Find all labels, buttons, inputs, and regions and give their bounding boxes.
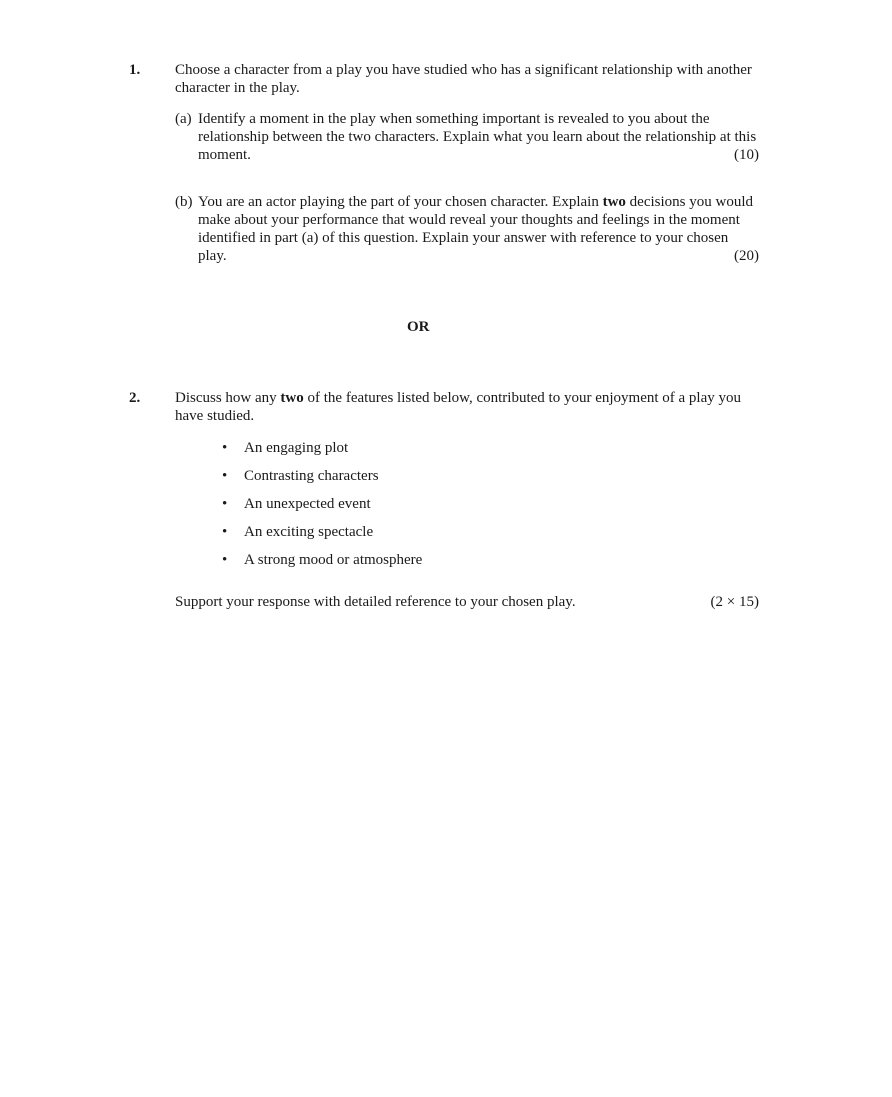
part-a-marks: (10) bbox=[734, 147, 759, 163]
feature-label: An exciting spectacle bbox=[244, 524, 374, 540]
features-list bbox=[220, 439, 422, 579]
bullet-icon: • bbox=[222, 524, 228, 540]
q2-stem-after: of the features listed below, contributed to your enjoyment of a play you have studied. bbox=[175, 390, 741, 424]
feature-label: An engaging plot bbox=[244, 440, 349, 456]
part-b-body-before: You are an actor playing the part of your chosen character. Explain bbox=[198, 194, 603, 210]
feature-label: An unexpected event bbox=[244, 496, 371, 512]
question-1-stem: Choose a character from a play you have studied who has a significant relationship with another character in the play. bbox=[175, 62, 752, 96]
question-2-stem bbox=[175, 389, 759, 425]
question-1-number: 1. bbox=[129, 62, 141, 78]
part-b-marks: (20) bbox=[734, 248, 759, 264]
or-divider: OR bbox=[407, 319, 430, 335]
list-item bbox=[220, 439, 422, 467]
part-a-body: Identify a moment in the play when something important is revealed to you about the relationship between the two characters. Explain what you learn about the relationship at this moment. bbox=[198, 111, 757, 163]
question-2-marks: (2 × 15) bbox=[710, 594, 759, 610]
q2-stem-before: Discuss how any bbox=[175, 390, 281, 406]
bullet-icon: • bbox=[222, 496, 228, 512]
bullet-icon: • bbox=[222, 440, 228, 456]
feature-label: A strong mood or atmosphere bbox=[244, 552, 423, 568]
question-1-part-a bbox=[175, 110, 759, 164]
part-b-label: (b) bbox=[175, 194, 193, 210]
part-a-label: (a) bbox=[175, 111, 192, 127]
bullet-icon: • bbox=[222, 552, 228, 568]
part-b-text bbox=[198, 193, 759, 265]
support-instruction bbox=[175, 593, 759, 611]
q2-stem-bold: two bbox=[280, 390, 304, 406]
question-1-part-b bbox=[175, 193, 759, 265]
part-b-bold: two bbox=[602, 194, 626, 210]
question-2-number: 2. bbox=[129, 390, 141, 406]
list-item bbox=[220, 495, 422, 523]
feature-label: Contrasting characters bbox=[244, 468, 379, 484]
list-item bbox=[220, 523, 422, 551]
bullet-icon: • bbox=[222, 468, 228, 484]
support-text: Support your response with detailed reference to your chosen play. bbox=[175, 594, 576, 610]
part-b-body-after: decisions you would make about your performance that would reveal your thoughts and feelings in the moment identified in part (a) of this question. Explain your answer with reference to your chosen play. bbox=[198, 194, 753, 264]
part-a-text bbox=[198, 110, 759, 164]
list-item bbox=[220, 551, 422, 579]
list-item bbox=[220, 467, 422, 495]
